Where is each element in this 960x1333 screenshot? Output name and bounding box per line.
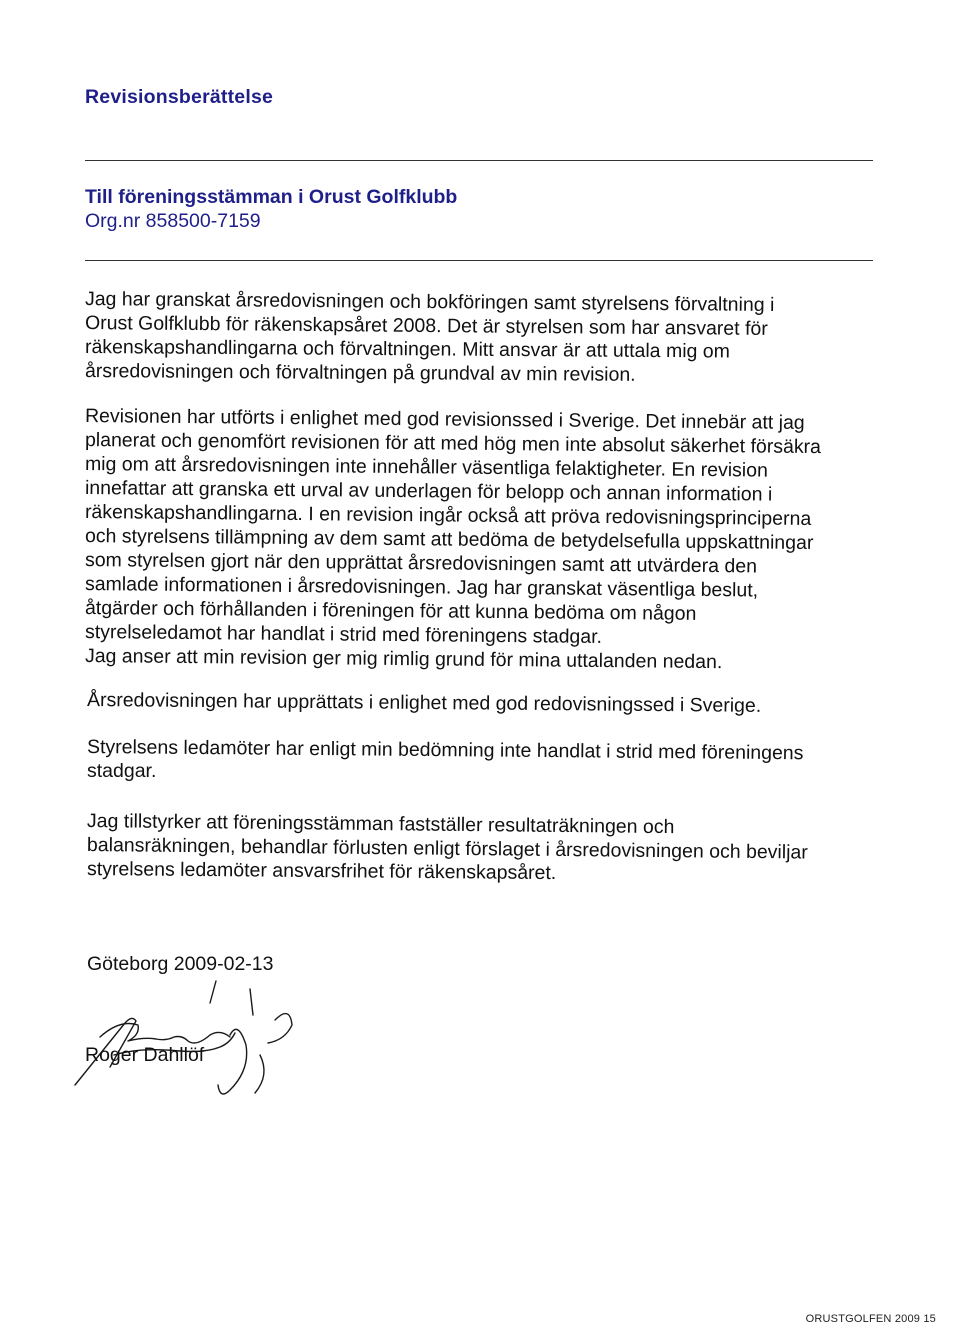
org-number: Org.nr 858500-7159 — [85, 210, 261, 232]
addressee: Till föreningsstämman i Orust Golfklubb — [85, 186, 458, 208]
text-line: balansräkningen, behandlar förlusten enligt förslaget i årsredovisningen och beviljar — [86, 834, 808, 864]
signatory-name: Roger Dahllöf — [85, 1044, 205, 1066]
paragraph-annual-report — [86, 688, 762, 717]
text-line: planerat och genomfört revisionen för att med hög men inte absolut säkerhet försäkra — [84, 429, 822, 459]
text-line: Orust Golfklubb för räkenskapsåret 2008. Det är styrelsen som har ansvaret för — [84, 312, 768, 340]
page-footer: ORUSTGOLFEN 2009 15 — [805, 1313, 936, 1325]
text-line: styrelsens ledamöter ansvarsfrihet för räkenskapsåret. — [86, 858, 557, 885]
text-line: mig om att årsredovisningen inte innehåller väsentliga felaktigheter. En revision — [84, 453, 768, 482]
paragraph-board-conduct — [87, 735, 803, 783]
text-line: som styrelsen gjort när den upprättat årsredovisningen samt att utvärdera den — [84, 549, 758, 578]
page-title: Revisionsberättelse — [85, 86, 274, 108]
divider-bottom — [85, 260, 873, 261]
place-and-date: Göteborg 2009-02-13 — [87, 953, 274, 975]
text-line: Styrelsens ledamöter har enligt min bedömning inte handlat i strid med föreningens — [86, 736, 804, 765]
paragraph-recommendation — [86, 809, 808, 885]
handwritten-signature — [70, 975, 310, 1095]
text-line: Jag har granskat årsredovisningen och bokföringen samt styrelsens förvaltning i — [84, 288, 775, 317]
text-line: stadgar. — [87, 760, 157, 782]
divider-top — [85, 160, 873, 161]
paragraph-responsibility — [84, 287, 775, 386]
text-line: åtgärder och förhållanden i föreningen för att kunna bedöma om någon — [84, 597, 697, 625]
text-line: räkenskapshandlingarna. I en revision ingår också att pröva redovisningsprinciperna — [84, 501, 812, 530]
text-line: Jag anser att min revision ger mig rimlig grund för mina uttalanden nedan. — [84, 645, 723, 674]
text-line: Revisionen har utförts i enlighet med god revisionssed i Sverige. Det innebär att jag — [84, 405, 805, 434]
text-line: årsredovisningen och förvaltningen på grundval av min revision. — [84, 360, 636, 386]
text-line: styrelseledamot har handlat i strid med föreningens stadgar. — [84, 621, 603, 648]
text-line: räkenskapshandlingarna och förvaltningen. Mitt ansvar är att uttala mig om — [84, 336, 730, 363]
text-line: och styrelsens tillämpning av dem samt att bedöma de betydelsefulla uppskattningar — [84, 525, 814, 554]
paragraph-audit-scope — [84, 404, 822, 674]
text-line: Årsredovisningen har upprättats i enlighet med god redovisningssed i Sverige. — [86, 689, 762, 717]
text-line: Jag tillstyrker att föreningsstämman fastställer resultaträkningen och — [86, 810, 675, 839]
text-line: innefattar att granska ett urval av underlagen för belopp och annan information i — [84, 477, 773, 506]
text-line: samlade informationen i årsredovisningen. Jag har granskat väsentliga beslut, — [84, 573, 759, 602]
